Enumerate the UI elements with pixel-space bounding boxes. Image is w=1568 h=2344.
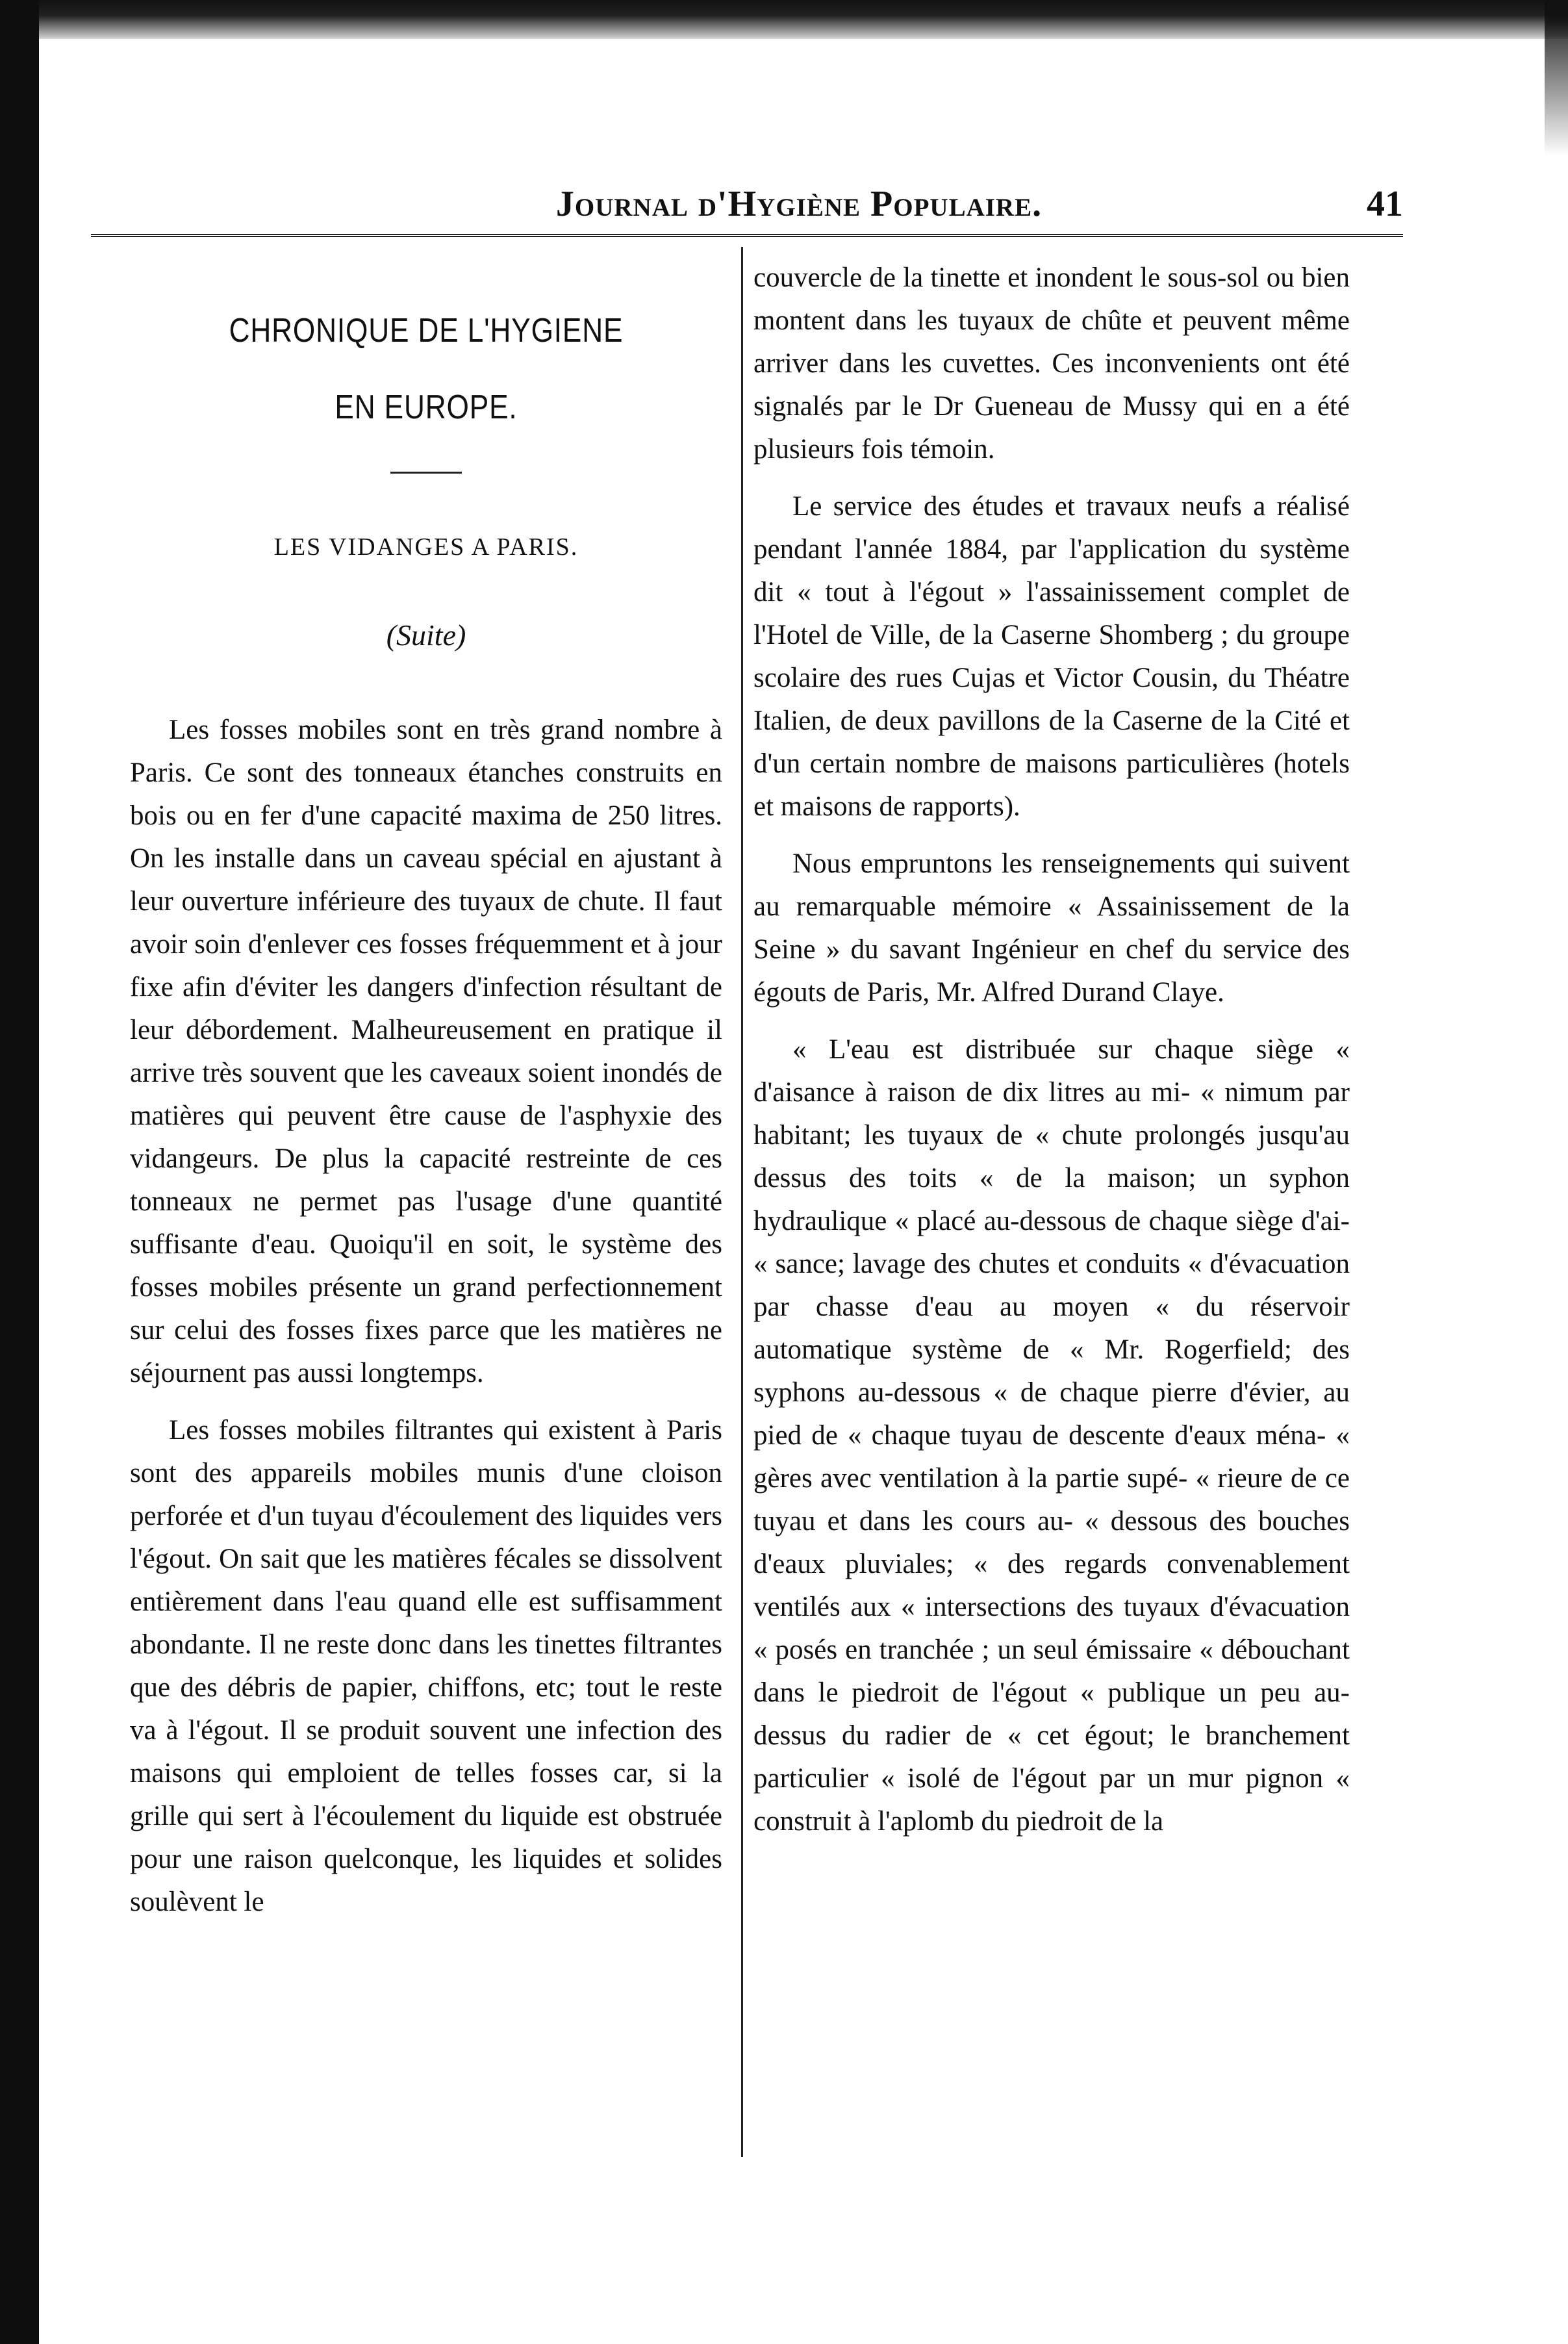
scan-border-right [1545,0,1568,156]
suite-text: (Suite) [386,618,466,652]
right-column [753,257,1350,1857]
page-header [91,183,1403,235]
paragraph: Les fosses mobiles sont en très grand nombre à Paris. Ce sont des tonneaux étanches construits en bois ou en fer d'une capacité maxima de 250 litres. On les installe dans un caveau spécial en ajustant à leur ouverture inférieure des tuyaux de chute. Il faut avoir soin d'enlever ces fosses fréquemment et à jour fixe afin d'éviter les dangers d'infection résultant de leur débordement. Malheureusement en pratique il arrive très souvent que les caveaux soient inondés de matières qui peuvent être cause de l'asphyxie des vidangeurs. De plus la capacité restreinte de ces tonneaux ne permet pas l'usage d'une quantité suffisante d'eau. Quoiqu'il en soit, le système des fosses mobiles présente un grand perfectionnement sur celui des fosses fixes parce que les matières ne séjournent pas aussi longtemps. [130,715,722,1388]
title-rule [390,472,462,474]
section-title [174,292,677,446]
header-rule [91,234,1403,237]
paragraph: Nous empruntons les renseignements qui suivent au remarquable mémoire « Assainissement de la Seine » du savant Ingénieur en chef du service des égouts de Paris, Mr. Alfred Durand Claye. [753,848,1350,1008]
scan-border-top [0,0,1568,39]
paragraph: Le service des études et travaux neufs a réalisé pendant l'année 1884, par l'application du système dit « tout à l'égout » l'assainissement complet de l'Hotel de Ville, de la Caserne Shomberg ; du groupe scolaire des rues Cujas et Victor Cousin, du Théatre Italien, de deux pavillons de la Caserne de la Cité et d'un certain nombre de maisons particulières (hotels et maisons de rapports). [753,491,1350,822]
quotation-paragraph: « L'eau est distribuée sur chaque siège « d'aisance à raison de dix litres au mi- « nimum par habitant; les tuyaux de « chute prolongés jusqu'au dessus des toits « de la maison; un syphon hydraulique « placé au-dessous de chaque siège d'ai- « sance; lavage des chutes et conduits « d'évacuation par chasse d'eau au moyen « du réservoir automatique système de « Mr. Rogerfield; des syphons au-dessous « de chaque pierre d'évier, au pied de « chaque tuyau de descente d'eaux ména- « gères avec ventilation à la partie supé- « rieure de ce tuyau et dans les cours au- « dessous des bouches d'eaux pluviales; « des regards convenablement ventilés aux « intersections des tuyaux d'évacuation « posés en tranchée ; un seul émissaire « débouchant dans le piedroit de l'égout « publique un peu au-dessus du radier de « cet égout; le branchement particulier « isolé de l'égout par un mur pignon « construit à l'aplomb du piedroit de la [753,1034,1350,1837]
left-column [130,266,722,1938]
running-head: Journal d'Hygiène Populaire. [555,184,1043,224]
paragraph: couvercle de la tinette et inondent le sous-sol ou bien montent dans les tuyaux de chûte et peuvent même arriver dans les cuvettes. Ces inconvenients ont été signalés par le Dr Gueneau de Mussy qui en a été plusieurs fois témoin. [753,262,1350,465]
column-rule [741,247,743,2157]
page-number: 41 [1367,184,1403,224]
section-title-line-2: EN EUROPE. [335,389,518,426]
suite-label [130,614,722,657]
section-title-line-1: CHRONIQUE DE L'HYGIENE [229,312,624,350]
paragraph: Les fosses mobiles filtrantes qui existent à Paris sont des appareils mobiles munis d'une cloison perforée et d'un tuyau d'écoulement des liquides vers l'égout. On sait que les matières fécales se dissolvent entièrement dans l'eau quand elle est suffisamment abondante. Il ne reste donc dans les tinettes filtrantes que des débris de papier, chiffons, etc; tout le reste va à l'égout. Il se produit souvent une infection des maisons qui emploient de telles fosses car, si la grille qui sert à l'écoulement du liquide est obstruée pour une raison quelconque, les liquides et solides soulèvent le [130,1415,722,1917]
subheading: LES VIDANGES A PARIS. [273,533,579,561]
scan-border-left [0,0,39,2344]
